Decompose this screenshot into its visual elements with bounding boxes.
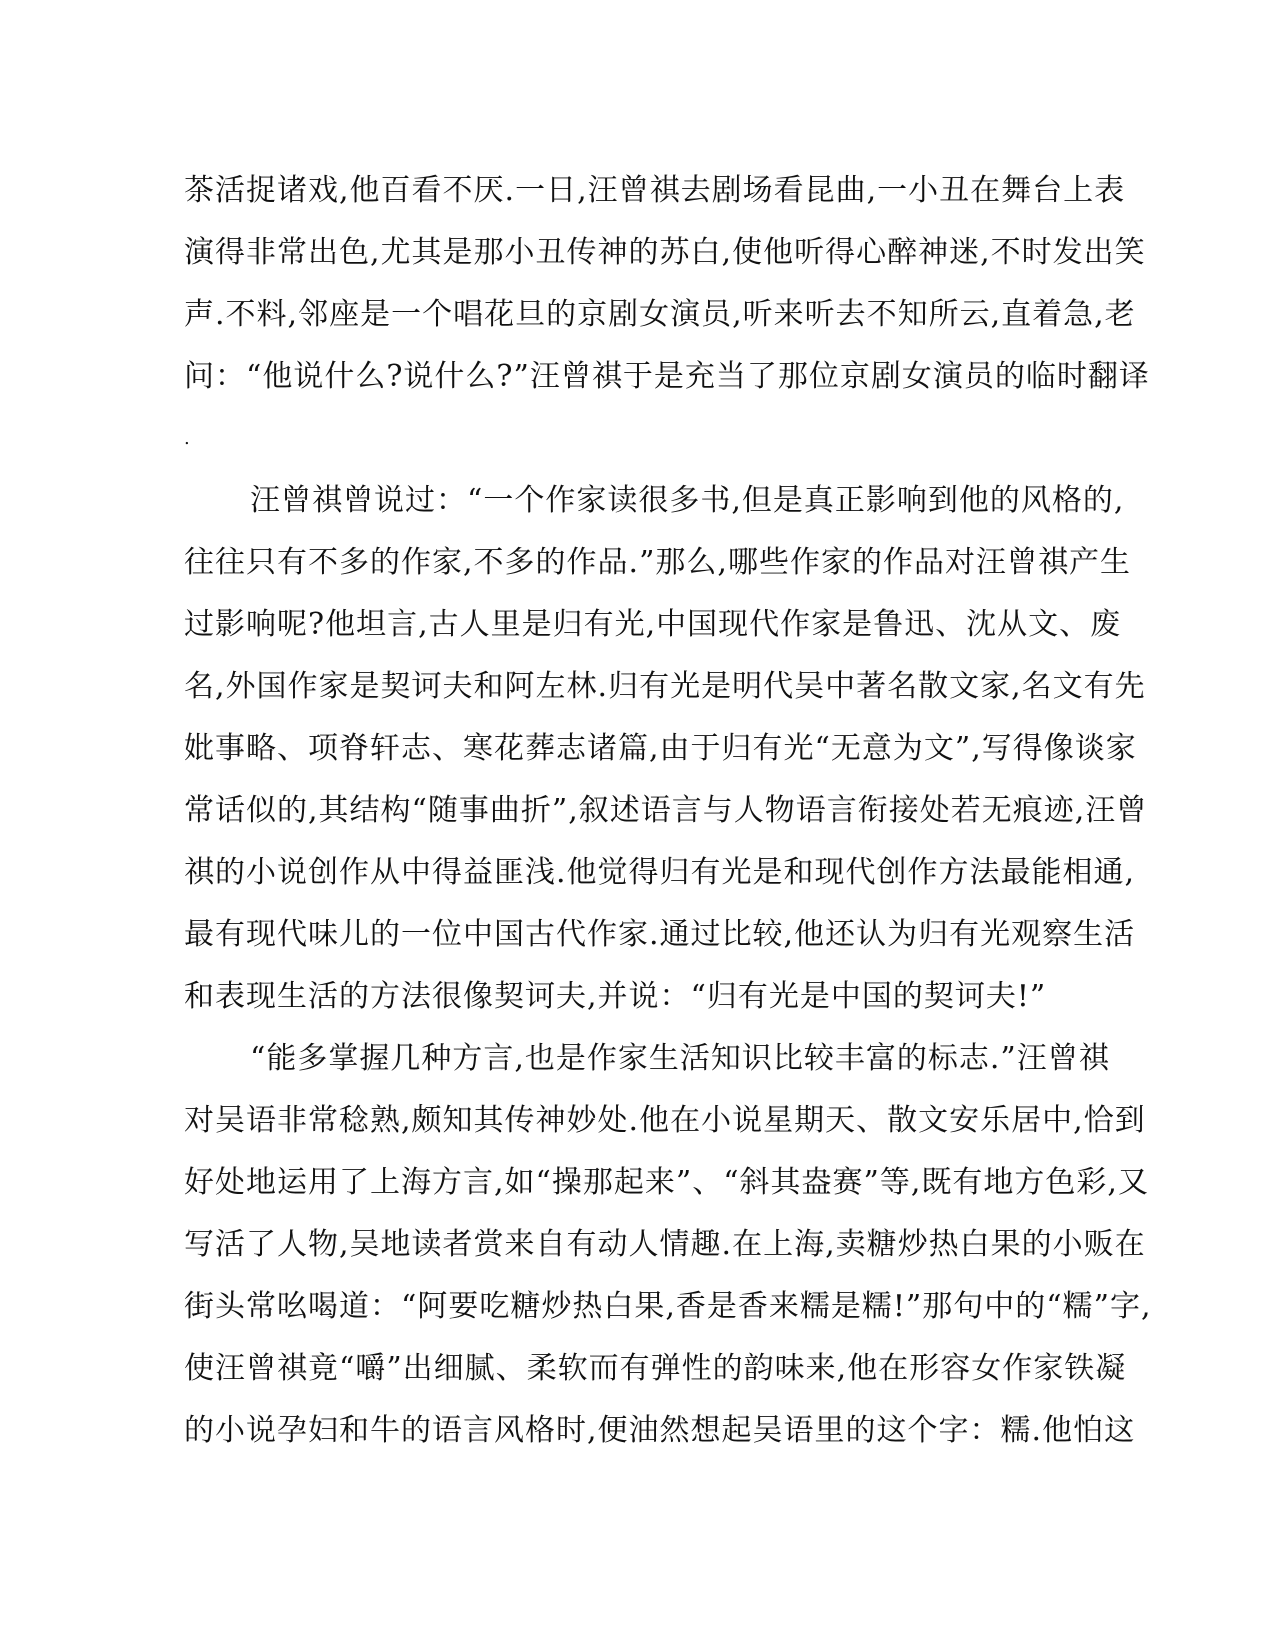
text-line: 好处地运用了上海方言,如“操那起来”、“斜其盎赛”等,既有地方色彩,又 [184,1165,1149,1200]
text-line: 写活了人物,吴地读者赏来自有动人情趣.在上海,卖糖炒热白果的小贩在 [184,1227,1146,1262]
text-line: 的小说孕妇和牛的语言风格时,便油然想起吴语里的这个字：糯.他怕这 [184,1413,1136,1448]
paragraph-first-line: 汪曾祺曾说过：“一个作家读很多书,但是真正影响到他的风格的, [250,483,1125,518]
body-text [184,160,1152,1462]
text-line: 使汪曾祺竟“嚼”出细腻、柔软而有弹性的韵味来,他在形容女作家铁凝 [184,1351,1127,1386]
text-line: 往往只有不多的作家,不多的作品.”那么,哪些作家的作品对汪曾祺产生 [184,545,1131,580]
text-line: 对吴语非常稔熟,颇知其传神妙处.他在小说星期天、散文安乐居中,恰到 [184,1103,1146,1138]
text-line: 演得非常出色,尤其是那小丑传神的苏白,使他听得心醉神迷,不时发出笑 [184,235,1146,270]
text-line: 茶活捉诸戏,他百看不厌.一日,汪曾祺去剧场看昆曲,一小丑在舞台上表 [184,173,1126,208]
text-line: 街头常吆喝道：“阿要吃糖炒热白果,香是香来糯是糯!”那句中的“糯”字, [184,1289,1152,1324]
text-line: 和表现生活的方法很像契诃夫,并说：“归有光是中国的契诃夫!” [184,979,1047,1014]
text-line: 过影响呢?他坦言,古人里是归有光,中国现代作家是鲁迅、沈从文、废 [184,607,1122,642]
paragraph-first-line: “能多掌握几种方言,也是作家生活知识比较丰富的标志.”汪曾祺 [250,1041,1110,1076]
text-line: 声.不料,邻座是一个唱花旦的京剧女演员,听来听去不知所云,直着急,老 [184,297,1136,332]
text-line: 问：“他说什么?说什么?”汪曾祺于是充当了那位京剧女演员的临时翻译 [184,359,1150,394]
text-line: 祺的小说创作从中得益匪浅.他觉得归有光是和现代创作方法最能相通, [184,855,1136,890]
text-line: . [184,428,191,449]
text-line: 最有现代味儿的一位中国古代作家.通过比较,他还认为归有光观察生活 [184,917,1136,952]
text-line: 常话似的,其结构“随事曲折”,叙述语言与人物语言衔接处若无痕迹,汪曾 [184,793,1148,828]
text-line: 名,外国作家是契诃夫和阿左林.归有光是明代吴中著名散文家,名文有先 [184,669,1146,704]
text-line: 妣事略、项脊轩志、寒花葬志诸篇,由于归有光“无意为文”,写得像谈家 [184,731,1137,766]
